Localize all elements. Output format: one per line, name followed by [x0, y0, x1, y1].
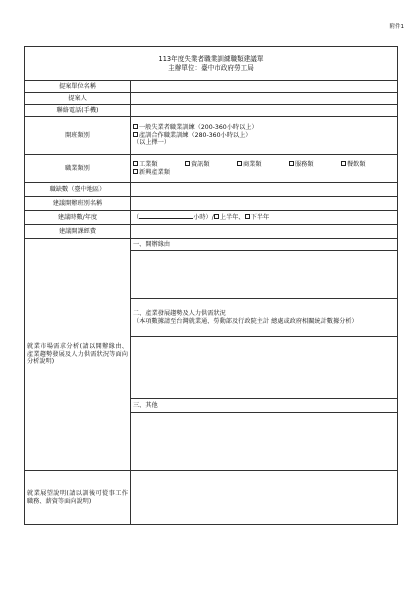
class-type-note: （以上擇一）	[133, 139, 171, 147]
checkbox-icon[interactable]	[133, 132, 138, 137]
contact-row	[25, 105, 398, 117]
category-row	[25, 155, 398, 183]
category-option[interactable]: 新興產業類	[133, 169, 185, 177]
attachment-tag: 附件1	[389, 24, 404, 30]
category-option[interactable]: 工業類	[133, 161, 185, 169]
section-2-heading: 二、產業發展趨勢及人力供需狀況 （本項數據請至台灣就業通、勞動部及行政院主計 總處或政府相關統計數據分析）	[131, 299, 398, 337]
hours-input[interactable]	[139, 218, 193, 219]
budget-label: 建議開課經費	[25, 225, 131, 239]
class-type-option[interactable]: 一般失業者職業訓練（200-360小時以上）	[133, 124, 395, 132]
category-option[interactable]: 服務類	[289, 161, 341, 169]
checkbox-icon[interactable]	[245, 214, 250, 219]
proposer-unit-field[interactable]	[131, 81, 398, 93]
class-type-field	[131, 117, 398, 155]
outlook-row	[25, 471, 398, 525]
form-title: 113年度失業者職業訓練職類建議單	[158, 55, 264, 64]
form-header-row	[25, 47, 398, 81]
section-1-field[interactable]	[131, 251, 398, 299]
checkbox-icon[interactable]	[133, 161, 138, 166]
class-type-option[interactable]: 產訓合作職業訓練（280-360小時以上）	[133, 132, 395, 140]
section-3-heading: 三、其他	[131, 399, 398, 413]
category-option[interactable]: 餐飲類	[341, 161, 393, 169]
hours-year-field: （ 小時）/ 上半年、 下半年	[131, 211, 398, 225]
checkbox-icon[interactable]	[289, 161, 294, 166]
checkbox-icon[interactable]	[185, 161, 190, 166]
hours-year-label: 建議時數/年度	[25, 211, 131, 225]
course-name-row	[25, 197, 398, 211]
vacancy-label: 職缺數（臺中地區）	[25, 183, 131, 197]
contact-label: 聯絡電話(手機)	[25, 105, 131, 117]
checkbox-icon[interactable]	[133, 124, 138, 129]
outlook-field[interactable]	[131, 471, 398, 525]
analysis-label: 就業市場需求分析(請以開辦緣由、產業趨勢發展及人力供需狀況等面向分析說明)	[25, 239, 131, 471]
hours-year-row	[25, 211, 398, 225]
proposer-field[interactable]	[131, 93, 398, 105]
class-type-row	[25, 117, 398, 155]
proposal-form-table	[24, 46, 398, 525]
vacancy-row	[25, 183, 398, 197]
analysis-sec1-row	[25, 239, 398, 251]
outlook-label: 就業展望說明(請以訓後可從事工作職務、薪資等面向說明)	[25, 471, 131, 525]
checkbox-icon[interactable]	[133, 169, 138, 174]
proposer-unit-row	[25, 81, 398, 93]
category-option[interactable]: 商業類	[237, 161, 289, 169]
section-2-note: （本項數據請至台灣就業通、勞動部及行政院主計 總處或政府相關統計數據分析）	[133, 317, 358, 325]
form-header	[25, 47, 398, 81]
proposer-unit-label: 提案單位名稱	[25, 81, 131, 93]
budget-row	[25, 225, 398, 239]
course-name-field[interactable]	[131, 197, 398, 211]
class-type-label: 開班類別	[25, 117, 131, 155]
category-label: 職業類別	[25, 155, 131, 183]
category-field	[131, 155, 398, 183]
contact-field[interactable]	[131, 105, 398, 117]
proposer-label: 提案人	[25, 93, 131, 105]
checkbox-icon[interactable]	[237, 161, 242, 166]
course-name-label: 建議開辦班別名稱	[25, 197, 131, 211]
section-1-heading: 一、開辦緣由	[131, 239, 398, 251]
checkbox-icon[interactable]	[214, 214, 219, 219]
category-option[interactable]: 資訊類	[185, 161, 237, 169]
section-3-field[interactable]	[131, 413, 398, 471]
checkbox-icon[interactable]	[341, 161, 346, 166]
budget-field[interactable]	[131, 225, 398, 239]
proposer-row	[25, 93, 398, 105]
vacancy-field[interactable]	[131, 183, 398, 197]
organizer-line: 主辦單位：臺中市政府勞工局	[168, 63, 254, 72]
section-2-field[interactable]	[131, 337, 398, 399]
